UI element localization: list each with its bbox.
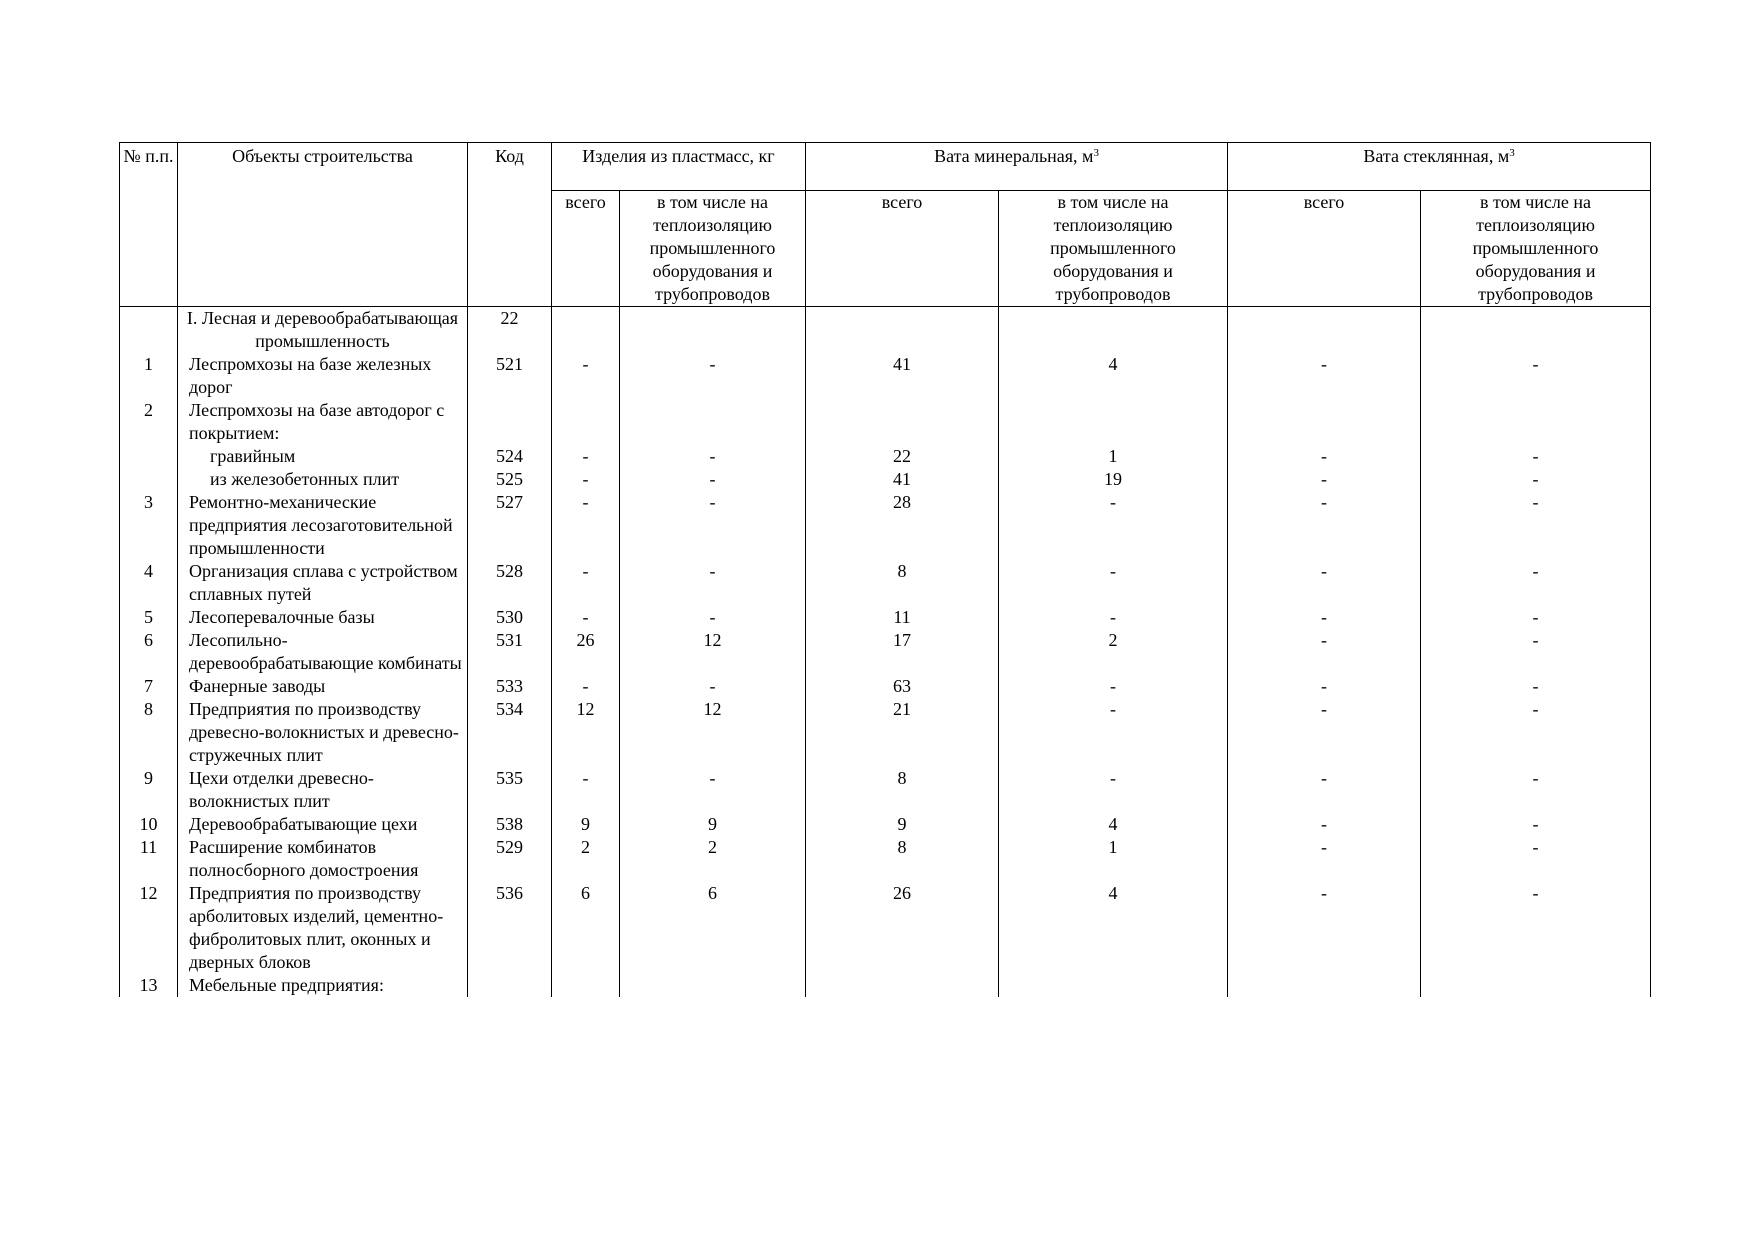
row-number: 5 [120, 606, 178, 629]
plastics-total: - [552, 353, 620, 399]
mineral-total: 9 [806, 813, 999, 836]
row-number: 8 [120, 698, 178, 767]
row-code: 536 [468, 882, 552, 974]
glass-total [1228, 974, 1421, 997]
row-number: 2 [120, 399, 178, 445]
row-name: Мебельные предприятия: [178, 974, 468, 997]
row-number: 11 [120, 836, 178, 882]
glass-total: - [1228, 491, 1421, 560]
table-row [120, 813, 1651, 836]
col-plastics-header: Изделия из пластмасс, кг [552, 143, 806, 191]
row-number: 6 [120, 629, 178, 675]
plastics-total: 6 [552, 882, 620, 974]
table-row [120, 698, 1651, 767]
mineral-incl: 19 [999, 468, 1228, 491]
row-number: 4 [120, 560, 178, 606]
mineral-incl-header: в том числе на теплоизоляцию промышленного оборудования и трубопроводов [999, 191, 1228, 307]
row-number: 7 [120, 675, 178, 698]
row-name: Предприятия по производству арболитовых изделий, цементно-фибролитовых плит, оконных и дверных блоков [178, 882, 468, 974]
glass-total: - [1228, 882, 1421, 974]
glass-total: - [1228, 698, 1421, 767]
mineral-incl: 1 [999, 836, 1228, 882]
mineral-total-header: всего [806, 191, 999, 307]
row-name: гравийным [178, 445, 468, 468]
glass-incl: - [1421, 836, 1651, 882]
mineral-total: 63 [806, 675, 999, 698]
mineral-incl: - [999, 560, 1228, 606]
glass-total: - [1228, 813, 1421, 836]
glass-incl-header: в том числе на теплоизоляцию промышленного оборудования и трубопроводов [1421, 191, 1651, 307]
plastics-total: - [552, 445, 620, 468]
glass-incl [1421, 974, 1651, 997]
mineral-incl [999, 399, 1228, 445]
mineral-total: 26 [806, 882, 999, 974]
mineral-incl [999, 974, 1228, 997]
glass-total: - [1228, 629, 1421, 675]
col-objects-header: Объекты строительства [178, 143, 468, 307]
col-glass-wool-header: Вата стеклянная, $м^3$ [1228, 143, 1651, 191]
plastics-incl: - [620, 606, 806, 629]
glass-total: - [1228, 767, 1421, 813]
glass-total: - [1228, 468, 1421, 491]
row-number: 13 [120, 974, 178, 997]
glass-total: - [1228, 560, 1421, 606]
row-name: Ремонтно-механические предприятия лесозаготовительной промышленности [178, 491, 468, 560]
plastics-total: 2 [552, 836, 620, 882]
mineral-total: 8 [806, 836, 999, 882]
row-name: Цехи отделки древесно-волокнистых плит [178, 767, 468, 813]
mineral-incl: - [999, 767, 1228, 813]
plastics-incl: - [620, 468, 806, 491]
row-code: 527 [468, 491, 552, 560]
glass-incl: - [1421, 606, 1651, 629]
row-code: 525 [468, 468, 552, 491]
glass-incl: - [1421, 882, 1651, 974]
mineral-total: 22 [806, 445, 999, 468]
mineral-incl: 1 [999, 445, 1228, 468]
glass-incl: - [1421, 353, 1651, 399]
table-row [120, 629, 1651, 675]
table-row [120, 399, 1651, 445]
glass-incl: - [1421, 560, 1651, 606]
row-number: 12 [120, 882, 178, 974]
glass-total-header: всего [1228, 191, 1421, 307]
mineral-total: 41 [806, 468, 999, 491]
mineral-incl: 2 [999, 629, 1228, 675]
row-code: 533 [468, 675, 552, 698]
table-row [120, 675, 1651, 698]
plastics-total-header: всего [552, 191, 620, 307]
row-number: 10 [120, 813, 178, 836]
glass-incl: - [1421, 767, 1651, 813]
mineral-incl: - [999, 698, 1228, 767]
plastics-incl: - [620, 675, 806, 698]
mineral-total: 8 [806, 560, 999, 606]
plastics-total: 9 [552, 813, 620, 836]
plastics-total: - [552, 767, 620, 813]
row-name: Предприятия по производству древесно-волокнистых и древесно-стружечных плит [178, 698, 468, 767]
table-row [120, 445, 1651, 468]
mineral-total [806, 399, 999, 445]
row-name: Лесоперевалочные базы [178, 606, 468, 629]
table-row [120, 353, 1651, 399]
plastics-total: - [552, 491, 620, 560]
mineral-total: 41 [806, 353, 999, 399]
plastics-incl: - [620, 491, 806, 560]
row-code: 535 [468, 767, 552, 813]
row-code: 538 [468, 813, 552, 836]
mineral-total: 21 [806, 698, 999, 767]
plastics-total: 12 [552, 698, 620, 767]
glass-total: - [1228, 606, 1421, 629]
row-code: 534 [468, 698, 552, 767]
plastics-total [552, 399, 620, 445]
plastics-total: 26 [552, 629, 620, 675]
row-name: Леспромхозы на базе автодорог с покрытием: [178, 399, 468, 445]
plastics-incl [620, 399, 806, 445]
row-name: Фанерные заводы [178, 675, 468, 698]
mineral-total: 17 [806, 629, 999, 675]
table-header [120, 143, 1651, 307]
plastics-incl: - [620, 353, 806, 399]
plastics-incl: 6 [620, 882, 806, 974]
glass-total: - [1228, 445, 1421, 468]
table-row [120, 491, 1651, 560]
mineral-incl: 4 [999, 882, 1228, 974]
glass-incl [1421, 399, 1651, 445]
mineral-total: 11 [806, 606, 999, 629]
row-name: Лесопильно-деревообрабатывающие комбинаты [178, 629, 468, 675]
table-row [120, 836, 1651, 882]
row-name: Расширение комбинатов полносборного домостроения [178, 836, 468, 882]
plastics-incl-header: в том числе на теплоизоляцию промышленного оборудования и трубопроводов [620, 191, 806, 307]
mineral-incl: 4 [999, 813, 1228, 836]
row-name: Леспромхозы на базе железных дорог [178, 353, 468, 399]
col-mineral-wool-header: Вата минеральная, $м^3$ [806, 143, 1228, 191]
col-number-header: № п.п. [120, 143, 178, 307]
mineral-total [806, 974, 999, 997]
mineral-total: 8 [806, 767, 999, 813]
plastics-incl: 12 [620, 629, 806, 675]
glass-total: - [1228, 675, 1421, 698]
glass-total [1228, 399, 1421, 445]
mineral-incl: - [999, 491, 1228, 560]
mineral-incl: - [999, 675, 1228, 698]
row-code: 524 [468, 445, 552, 468]
plastics-incl: - [620, 445, 806, 468]
row-number: 3 [120, 491, 178, 560]
glass-incl: - [1421, 445, 1651, 468]
glass-total: - [1228, 353, 1421, 399]
section-code: 22 [468, 307, 552, 354]
row-number: 9 [120, 767, 178, 813]
mineral-incl: 4 [999, 353, 1228, 399]
row-name: Деревообрабатывающие цехи [178, 813, 468, 836]
mineral-incl: - [999, 606, 1228, 629]
row-code: 531 [468, 629, 552, 675]
plastics-total: - [552, 468, 620, 491]
glass-incl: - [1421, 698, 1651, 767]
glass-incl: - [1421, 675, 1651, 698]
table-row [120, 560, 1651, 606]
table-row [120, 767, 1651, 813]
table-row [120, 468, 1651, 491]
row-number: 1 [120, 353, 178, 399]
table-body [120, 307, 1651, 998]
table-row [120, 974, 1651, 997]
table-row [120, 606, 1651, 629]
plastics-incl: 9 [620, 813, 806, 836]
plastics-total [552, 974, 620, 997]
materials-norms-table [119, 142, 1651, 997]
row-number [120, 445, 178, 468]
row-number [120, 468, 178, 491]
row-name: из железобетонных плит [178, 468, 468, 491]
glass-incl: - [1421, 468, 1651, 491]
row-code: 529 [468, 836, 552, 882]
row-code: 530 [468, 606, 552, 629]
glass-incl: - [1421, 491, 1651, 560]
plastics-incl: 2 [620, 836, 806, 882]
section-row [120, 307, 1651, 354]
plastics-incl: 12 [620, 698, 806, 767]
table-row [120, 882, 1651, 974]
plastics-incl [620, 974, 806, 997]
row-code [468, 399, 552, 445]
plastics-incl: - [620, 767, 806, 813]
mineral-total: 28 [806, 491, 999, 560]
glass-total: - [1228, 836, 1421, 882]
section-title: I. Лесная и деревообрабатывающая промышленность [178, 307, 468, 354]
plastics-total: - [552, 606, 620, 629]
plastics-incl: - [620, 560, 806, 606]
glass-incl: - [1421, 813, 1651, 836]
col-code-header: Код [468, 143, 552, 307]
row-code: 528 [468, 560, 552, 606]
plastics-total: - [552, 675, 620, 698]
row-name: Организация сплава с устройством сплавных путей [178, 560, 468, 606]
glass-incl: - [1421, 629, 1651, 675]
row-code: 521 [468, 353, 552, 399]
plastics-total: - [552, 560, 620, 606]
row-code [468, 974, 552, 997]
